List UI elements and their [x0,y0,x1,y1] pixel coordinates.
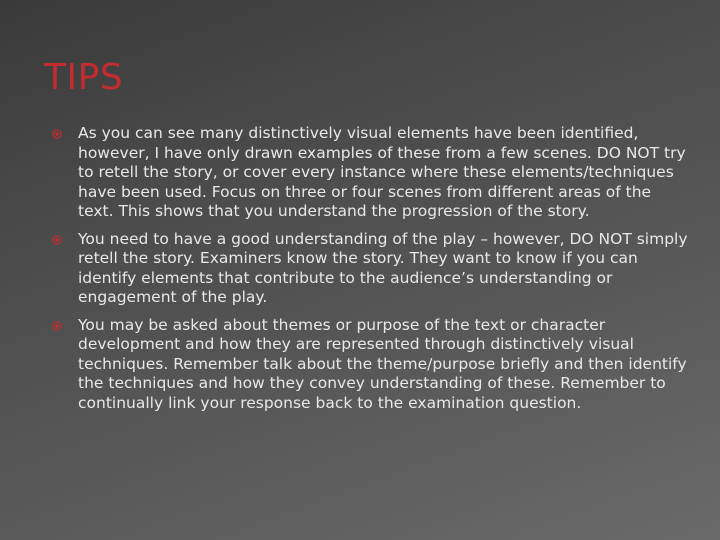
circle-dot-icon [52,129,62,139]
bullet-item [50,230,690,308]
bullet-text: You may be asked about themes or purpose of the text or character development and how they are represented through distinctively visual techniques. Remember talk about the theme/purpose briefly and then identify the techniques and how they convey understanding of these. Remember to continually link your response back to the examination question. [78,315,687,412]
bullet-text: As you can see many distinctively visual elements have been identified, however, I have only drawn examples of these from a few scenes. DO NOT try to retell the story, or cover every instance where these elements/techniques have been used. Focus on three or four scenes from different areas of the text. This shows that you understand the progression of the story. [78,124,686,220]
circle-dot-icon [52,321,62,331]
bullet-list [50,124,690,421]
bullet-item [50,124,690,222]
circle-dot-icon [52,235,62,245]
slide-title: TIPS [44,57,124,98]
bullet-text: You need to have a good understanding of the play – however, DO NOT simply retell the story. Examiners know the story. They want to know if you can identify elements that contribute to the audience’s understanding or engagement of the play. [78,229,688,306]
bullet-item [50,316,690,414]
